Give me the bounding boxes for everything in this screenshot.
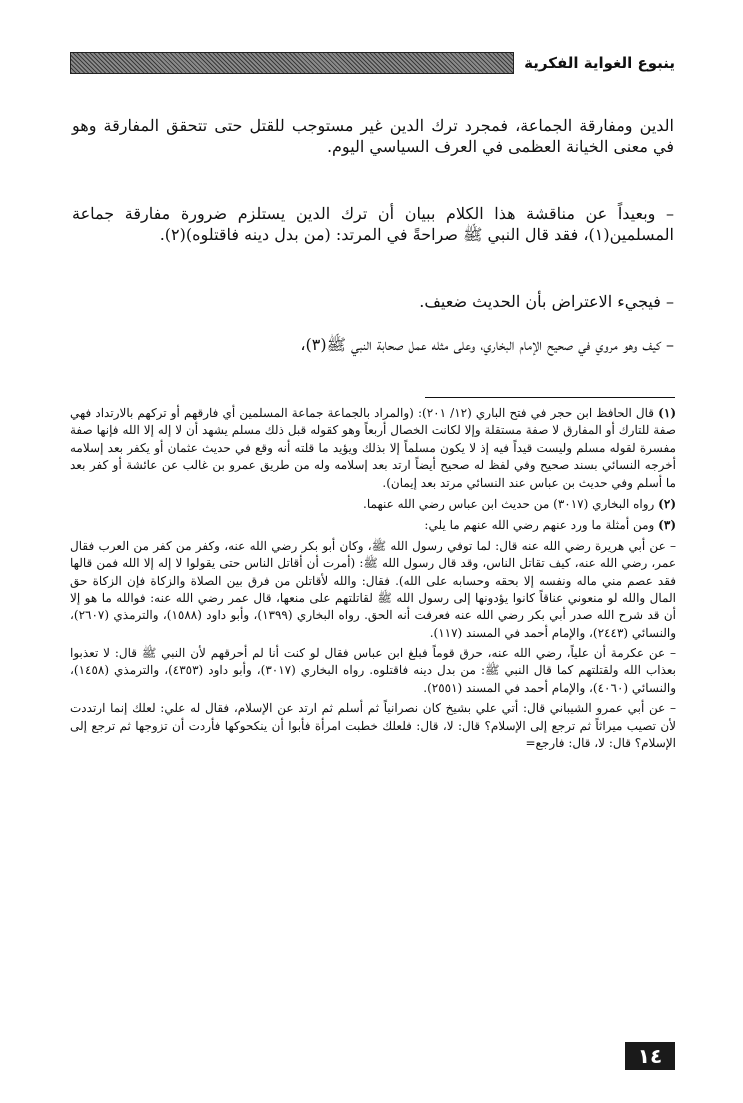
footnote-2 xyxy=(70,496,676,513)
running-header xyxy=(70,50,675,76)
footnote-text: قال الحافظ ابن حجر في فتح الباري (١٢/ ٢٠١): (والمراد بالجماعة جماعة المسلمين أي فارقهم أو تركهم بالارتداد فهي صفة للتارك أو المفارق لا صفة مستقلة وإلا لكانت الخصال أربعاً وهو كقوله قبل ذلك مسلم يشهد أن لا إله إلا الله فإنها صفة مفسرة لقوله مسلم وليست قيداً فيه إذ لا يكون مسلماً إلا بذلك ويؤيد ما قلته أنه وقع في حديث عثمان أو يكفر بعد إسلامه أخرجه النسائي بسند صحيح وفي لفظ له صحيح أيضاً ارتد بعد إسلامه وله من طريق عمرو بن غالب عن عائشة أو كفر بعد ما أسلم وفي حديث بن عباس عند النسائي مرتد بعد إيمان). xyxy=(70,406,676,490)
page-number: ١٤ xyxy=(625,1042,675,1070)
footnote-text: ومن أمثلة ما ورد عنهم رضي الله عنهم ما يلي: xyxy=(424,518,655,533)
footnote-number: (١) xyxy=(658,406,676,420)
body-paragraph: – كيف وهو مروي في صحيح الإمام البخاري، وعلى مثله عمل صحابة النبي ﷺ(٣)، xyxy=(300,335,674,354)
footnote-3 xyxy=(70,517,676,752)
footnote-number: (٣) xyxy=(658,518,676,533)
footnote-text: رواه البخاري (٣٠١٧) من حديث ابن عباس رضي الله عنهما. xyxy=(363,496,655,511)
footnote-1 xyxy=(70,405,676,492)
body-paragraph: – وبعيداً عن مناقشة هذا الكلام ببيان أن ترك الدين يستلزم ضرورة مفارقة جماعة المسلمين(١)، فقد قال النبي ﷺ صراحةً في المرتد: (من بدل دينه فاقتلوه)(٢). xyxy=(72,204,674,244)
running-header-title: ينبوع الغواية الفكرية xyxy=(524,54,675,72)
footnote-item: – عن عكرمة أن علياً، رضي الله عنه، حرق قوماً فبلغ ابن عباس فقال لو كنت أنا لم أحرقهم لأن النبي ﷺ قال: لا تعذبوا بعذاب الله ولقتلتهم كما قال النبي ﷺ: من بدل دينه فاقتلوه. رواه البخاري (٣٠١٧)، وأبو داود (٤٣٥٣)، والترمذي (١٤٥٨)، والنسائي (٤٠٦٠)، والإمام أحمد في المسند (٢٥٥١). xyxy=(70,646,677,695)
footnotes xyxy=(70,405,676,756)
footnote-item: – عن أبي عمرو الشيباني قال: أتي علي بشيخ كان نصرانياً ثم أسلم ثم ارتد عن الإسلام، فقال له علي: لعلك إنما ارتددت لأن تصيب ميراثاً ثم ترجع إلى الإسلام؟ قال: لا، قال: فلعلك خطبت امرأة فأبوا أن ينكحوكها فأردت أن تزوجها ثم ترجع إلى الإسلام؟ قال: لا، قال: فارجع= xyxy=(70,701,676,751)
footnote-item: – عن أبي هريرة رضي الله عنه قال: لما توفي رسول الله ﷺ، وكان أبو بكر رضي الله عنه، وكفر من كفر من العرب فقال عمر، رضي الله عنه، كيف تقاتل الناس، وقد قال رسول الله ﷺ: (أمرت أن أقاتل الناس حتى يقولوا لا إله إلا الله فمن قالها فقد عصم مني ماله ونفسه إلا بحقه وحسابه على الله). فقال: والله لأقاتلن من فرق بين الصلاة والزكاة فإن الزكاة حق المال والله لو منعوني عناقاً كانوا يؤدونها إلى رسول الله ﷺ لقاتلتهم على منعها، قال عمر رضي الله عنه: فوالله ما هو إلا أن قد شرح الله صدر أبي بكر رضي الله عنه فعرفت أنه الحق. رواه البخاري (١٣٩٩)، وأبو داود (١٥٨٨)، والترمذي (٢٦٠٧)، والنسائي (٢٤٤٣)، والإمام أحمد في المسند (١١٧). xyxy=(70,538,676,640)
body-paragraph: – فيجيء الاعتراض بأن الحديث ضعيف. xyxy=(419,292,674,311)
footnote-divider xyxy=(425,397,675,398)
header-decorative-band xyxy=(70,52,514,74)
body-paragraph: الدين ومفارقة الجماعة، فمجرد ترك الدين غير مستوجب للقتل حتى تتحقق المفارقة وهو في معنى الخيانة العظمى في العرف السياسي اليوم. xyxy=(72,116,674,156)
footnote-number: (٢) xyxy=(658,496,676,511)
main-text xyxy=(72,116,674,378)
